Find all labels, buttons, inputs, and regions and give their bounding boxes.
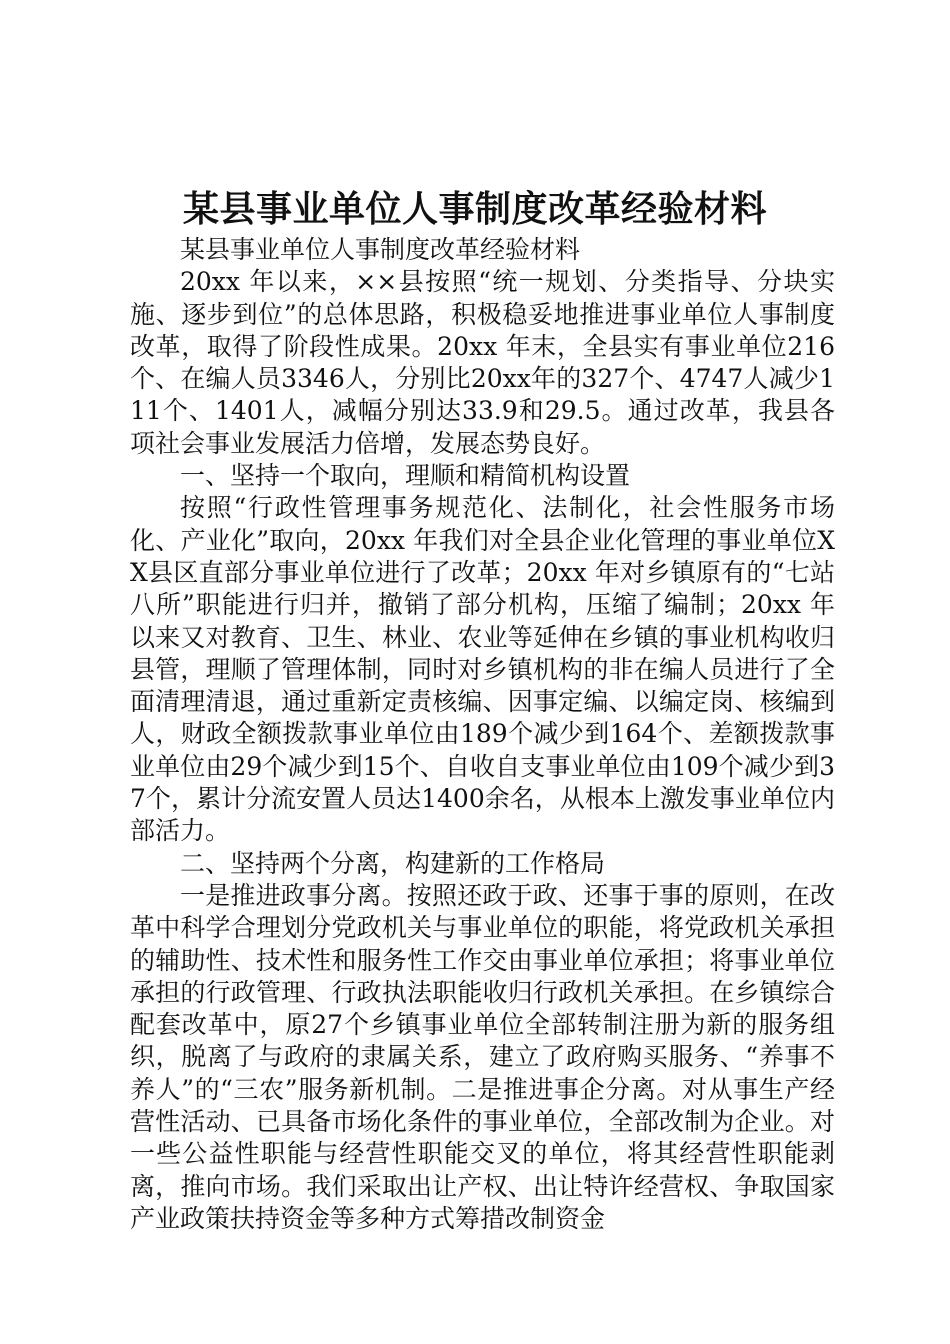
paragraph-section-1: 按照“行政性管理事务规范化、法制化，社会性服务市场化、产业化”取向，20xx 年我们对全县企业化管理的事业单位XX县区直部分事业单位进行了改革；20xx 年对乡镇原有的“七站八所”职能进行归并，撤销了部分机构，压缩了编制；20xx 年以来又对教育、卫生、林业、农业等延伸在乡镇的事业机构收归县管，理顺了管理体制，同时对乡镇机构的非在编人员进行了全面清理清退，通过重新定责核编、因事定编、以编定岗、核编到人，财政全额拨款事业单位由189个减少到164个、差额拨款事业单位由29个减少到15个、自收自支事业单位由109个减少到37个，累计分流安置人员达1400余名，从根本上激发事业单位内部活力。 [130, 493, 835, 846]
section-heading-1: 一、坚持一个取向，理顺和精简机构设置 [180, 461, 631, 491]
paragraph-subtitle: 某县事业单位人事制度改革经验材料 [180, 235, 581, 264]
document-body [130, 234, 835, 1235]
document-title: 某县事业单位人事制度改革经验材料 [182, 188, 767, 230]
paragraph-intro: 20xx 年以来，××县按照“统一规划、分类指导、分块实施、逐步到位”的总体思路，积极稳妥地推进事业单位人事制度改革，取得了阶段性成果。20xx 年末，全县实有事业单位216个、在编人员3346人，分别比20xx年的327个、4747人减少111个、1401人，减幅分别达33.9和29.5。通过改革，我县各项社会事业发展活力倍增，发展态势良好。 [130, 267, 835, 458]
section-heading-2: 二、坚持两个分离，构建新的工作格局 [180, 848, 606, 878]
paragraph-section-2: 一是推进政事分离。按照还政于政、还事于事的原则，在改革中科学合理划分党政机关与事业单位的职能，将党政机关承担的辅助性、技术性和服务性工作交由事业单位承担；将事业单位承担的行政管理、行政执法职能收归行政机关承担。在乡镇综合配套改革中，原27个乡镇事业单位全部转制注册为新的服务组织，脱离了与政府的隶属关系，建立了政府购买服务、“养事不养人”的“三农”服务新机制。二是推进事企分离。对从事生产经营性活动、已具备市场化条件的事业单位，全部改制为企业。对一些公益性职能与经营性职能交叉的单位，将其经营性职能剥离，推向市场。我们采取出让产权、出让特许经营权、争取国家产业政策扶持资金等多种方式筹措改制资金 [130, 880, 835, 1233]
